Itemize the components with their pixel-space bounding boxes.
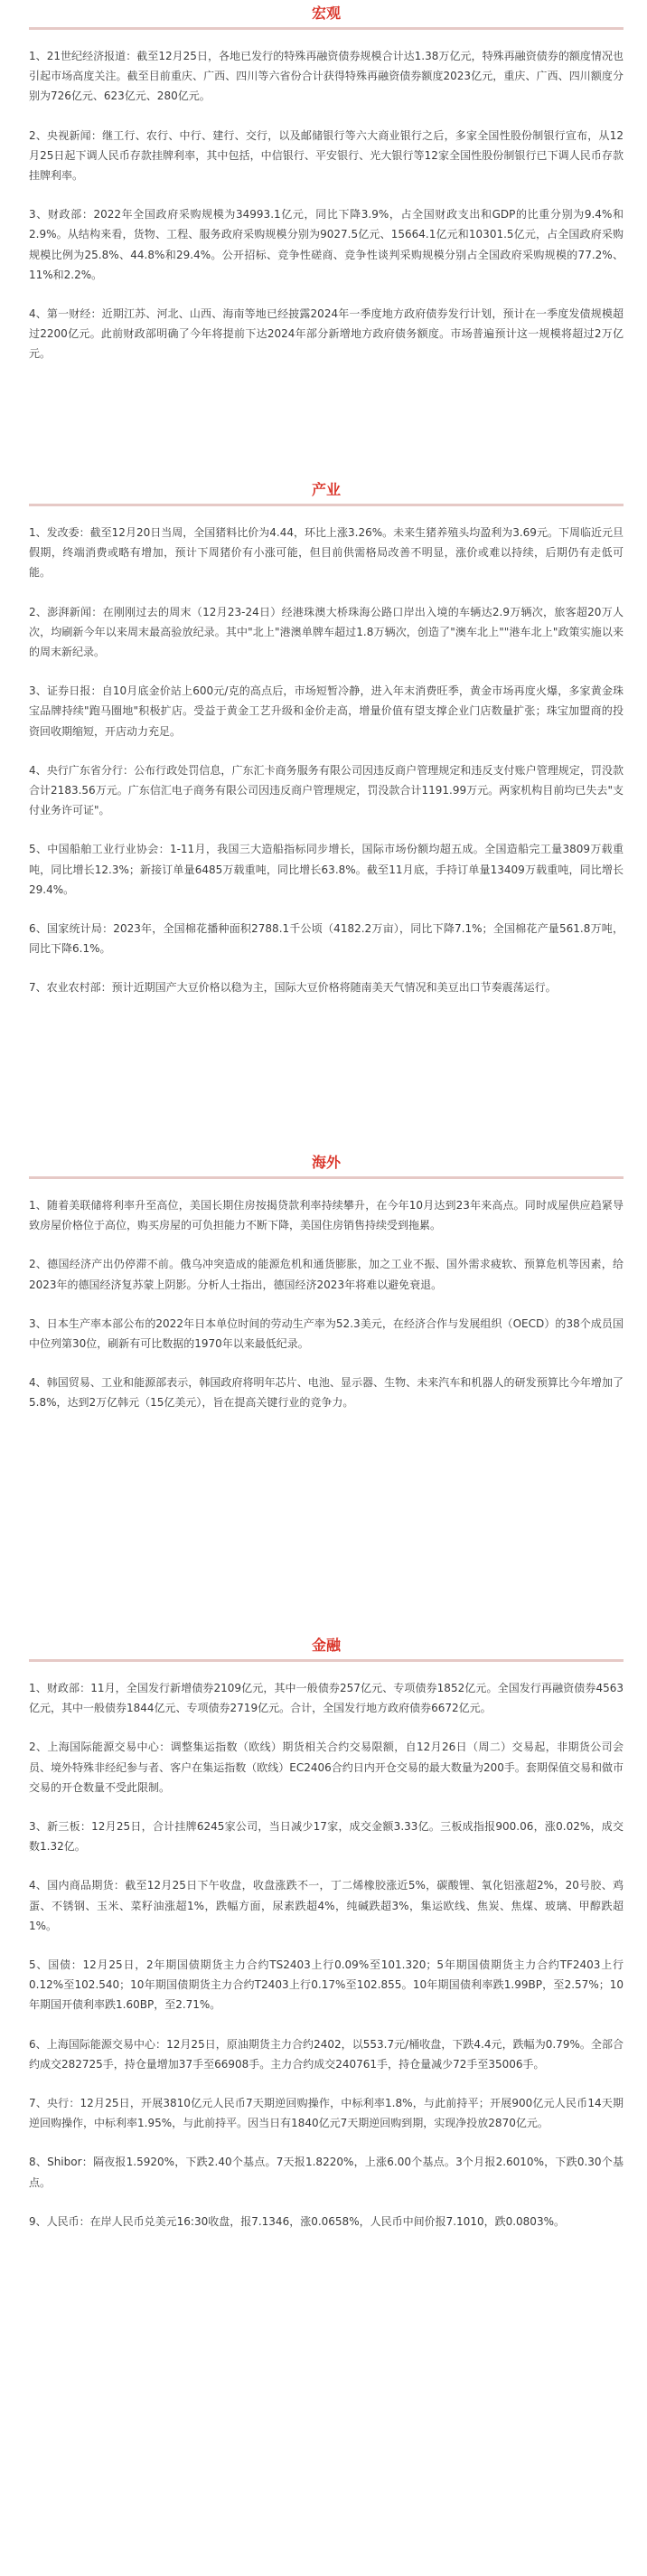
- news-item: 2、央视新闻：继工行、农行、中行、建行、交行，以及邮储银行等六大商业银行之后，多家全国性股份制银行宣布，从12月25日起下调人民币存款挂牌利率，其中包括，中信银行、平安银行、光大银行等12家全国性股份制银行已下调人民币存款挂牌利率。: [29, 128, 624, 183]
- news-item: 4、韩国贸易、工业和能源部表示，韩国政府将明年芯片、电池、显示器、生物、未来汽车和机器人的研发预算比今年增加了5.8%，达到2万亿韩元（15亿美元），旨在提高关键行业的竞争力。: [29, 1376, 624, 1410]
- news-item: 6、上海国际能源交易中心：12月25日，原油期货主力合约2402，以553.7元/桶收盘，下跌4.4元，跌幅为0.79%。全部合约成交282725手，持仓量增加37手至66908手。主力合约成交240761手，持仓量减少72手至35006手。: [29, 2037, 624, 2071]
- section-macro: [29, 0, 624, 477]
- news-item: 1、随着美联储将利率升至高位，美国长期住房按揭贷款利率持续攀升，在今年10月达到23年来高点。同时成屋供应趋紧导致房屋价格位于高位，购买房屋的可负担能力不断下降，美国住房销售持续受到拖累。: [29, 1199, 624, 1232]
- section-divider: [29, 27, 624, 30]
- news-item: 8、Shibor：隔夜报1.5920%，下跌2.40个基点。7天报1.8220%，上涨6.00个基点。3个月报2.6010%，下跌0.30个基点。: [29, 2156, 624, 2189]
- news-item: 5、中国船舶工业行业协会：1-11月，我国三大造船指标同步增长，国际市场份额均超五成。全国造船完工量3809万载重吨，同比增长12.3%；新接订单量6485万载重吨，同比增长63.8%。截至11月底，手持订单量13409万载重吨，同比增长29.4%。: [29, 843, 624, 896]
- section-title-overseas: 海外: [311, 1154, 341, 1171]
- news-item: 2、上海国际能源交易中心：调整集运指数（欧线）期货相关合约交易限额，自12月26日（周二）交易起，非期货公司会员、境外特殊非经纪参与者、客户在集运指数（欧线）EC2406合约日内开仓交易的最大数量为200手。套期保值交易和做市交易的开仓数量不受此限制。: [29, 1741, 624, 1794]
- news-item: 7、农业农村部：预计近期国产大豆价格以稳为主，国际大豆价格将随南美天气情况和美豆出口节奏震荡运行。: [29, 981, 557, 995]
- news-item: 4、国内商品期货：截至12月25日下午收盘，收盘涨跌不一，丁二烯橡胶涨近5%，碳酸锂、氧化铝涨超2%，20号胶、鸡蛋、不锈钢、玉米、菜籽油涨超1%，跌幅方面，尿素跌超4%，纯碱跌超3%，集运欧线、焦炭、焦煤、玻璃、甲醇跌超1%。: [29, 1879, 624, 1932]
- section-finance: [29, 1632, 624, 2576]
- section-divider: [29, 1176, 624, 1179]
- news-item: 4、央行广东省分行：公布行政处罚信息，广东汇卡商务服务有限公司因违反商户管理规定和违反支付账户管理规定，罚没款合计2183.56万元。广东信汇电子商务有限公司因违反商户管理规定，罚没款合计1191.99万元。两家机构目前均已失去"支付业务许可证"。: [29, 763, 624, 817]
- news-item: 1、发改委：截至12月20日当周，全国猪料比价为4.44，环比上涨3.26%。未来生猪养殖头均盈利为3.69元。下周临近元旦假期，终端消费或略有增加，预计下周猪价有小涨可能，但目前供需格局改善不明显，涨价或难以持续，后期仍有走低可能。: [29, 526, 624, 580]
- section-divider: [29, 504, 624, 506]
- news-item: 3、财政部：2022年全国政府采购规模为34993.1亿元，同比下降3.9%，占全国财政支出和GDP的比重分别为9.4%和2.9%。从结构来看，货物、工程、服务政府采购规模分别为9027.5亿元、15664.1亿元和10301.5亿元，占全国政府采购规模比例为25.8%、44.8%和29.4%。公开招标、竞争性磋商、竞争性谈判采购规模分别占全国政府采购规模的77.2%、11%和2.2%。: [29, 208, 624, 281]
- news-item: 1、21世纪经济报道：截至12月25日，各地已发行的特殊再融资债券规模合计达1.38万亿元，特殊再融资债券的额度情况也引起市场高度关注。截至目前重庆、广西、四川等六省份合计获得特殊再融资债券额度2023亿元，重庆、广西、四川额度分别为726亿元、623亿元、280亿元。: [29, 50, 624, 103]
- news-item: 2、德国经济产出仍停滞不前。俄乌冲突造成的能源危机和通货膨胀，加之工业不振、国外需求疲软、预算危机等因素，给2023年的德国经济复苏蒙上阴影。分析人士指出，德国经济2023年将难以避免衰退。: [29, 1258, 624, 1291]
- section-divider: [29, 1659, 624, 1662]
- news-item: 3、证券日报：自10月底金价站上600元/克的高点后，市场短暂冷静，进入年末消费旺季，黄金市场再度火爆，多家黄金珠宝品牌持续"跑马圈地"积极扩店。受益于黄金工艺升级和金价走高，增量价值有望支撑企业门店数量扩张；珠宝加盟商的投资回收期缩短，开店动力充足。: [29, 684, 624, 738]
- section-title-finance: 金融: [311, 1637, 341, 1654]
- section-overseas: [29, 1149, 624, 1632]
- news-item: 3、新三板：12月25日，合计挂牌6245家公司，当日减少17家，成交金额3.33亿。三板成指报900.06，涨0.02%，成交数1.32亿。: [29, 1820, 624, 1854]
- section-title-macro: 宏观: [311, 5, 341, 22]
- section-title-industry: 产业: [311, 481, 341, 498]
- news-item: 6、国家统计局：2023年，全国棉花播种面积2788.1千公顷（4182.2万亩），同比下降7.1%；全国棉花产量561.8万吨，同比下降6.1%。: [29, 922, 624, 956]
- news-item: 7、央行：12月25日，开展3810亿元人民币7天期逆回购操作，中标利率1.8%，与此前持平；开展900亿元人民币14天期逆回购操作，中标利率1.95%，与此前持平。因当日有1840亿元7天期逆回购到期，实现净投放2870亿元。: [29, 2097, 624, 2130]
- news-item: 1、财政部：11月，全国发行新增债券2109亿元，其中一般债券257亿元、专项债券1852亿元。全国发行再融资债券4563亿元，其中一般债券1844亿元、专项债券2719亿元。合计，全国发行地方政府债券6672亿元。: [29, 1682, 624, 1715]
- news-item: 4、第一财经：近期江苏、河北、山西、海南等地已经披露2024年一季度地方政府债券发行计划，预计在一季度发债规模超过2200亿元。此前财政部明确了今年将提前下达2024年部分新增地方政府债务额度。市场普遍预计这一规模将超过2万亿元。: [29, 307, 624, 361]
- news-item: 3、日本生产率本部公布的2022年日本单位时间的劳动生产率为52.3美元，在经济合作与发展组织（OECD）的38个成员国中位列第30位，刷新有可比数据的1970年以来最低纪录。: [29, 1316, 624, 1351]
- news-item: 2、澎湃新闻：在刚刚过去的周末（12月23-24日）经港珠澳大桥珠海公路口岸出入境的车辆达2.9万辆次，旅客超20万人次，均刷新今年以来周末最高验放纪录。其中"北上"港澳单牌车超过1.8万辆次，创造了"澳车北上""港车北上"政策实施以来的周末新纪录。: [29, 605, 624, 659]
- news-item: 9、人民币：在岸人民币兑美元16:30收盘，报7.1346，涨0.0658%，人民币中间价报7.1010，跌0.0803%。: [29, 2214, 565, 2228]
- section-industry: [29, 477, 624, 1149]
- news-item: 5、国债：12月25日，2年期国债期货主力合约TS2403上行0.09%至101.320；5年期国债期货主力合约TF2403上行0.12%至102.540；10年期国债期货主力合约T2403上行0.17%至102.855。10年期国债利率跌1.99BP，至2.57%；10年期国开债利率跌1.60BP，至2.71%。: [29, 1958, 624, 2012]
